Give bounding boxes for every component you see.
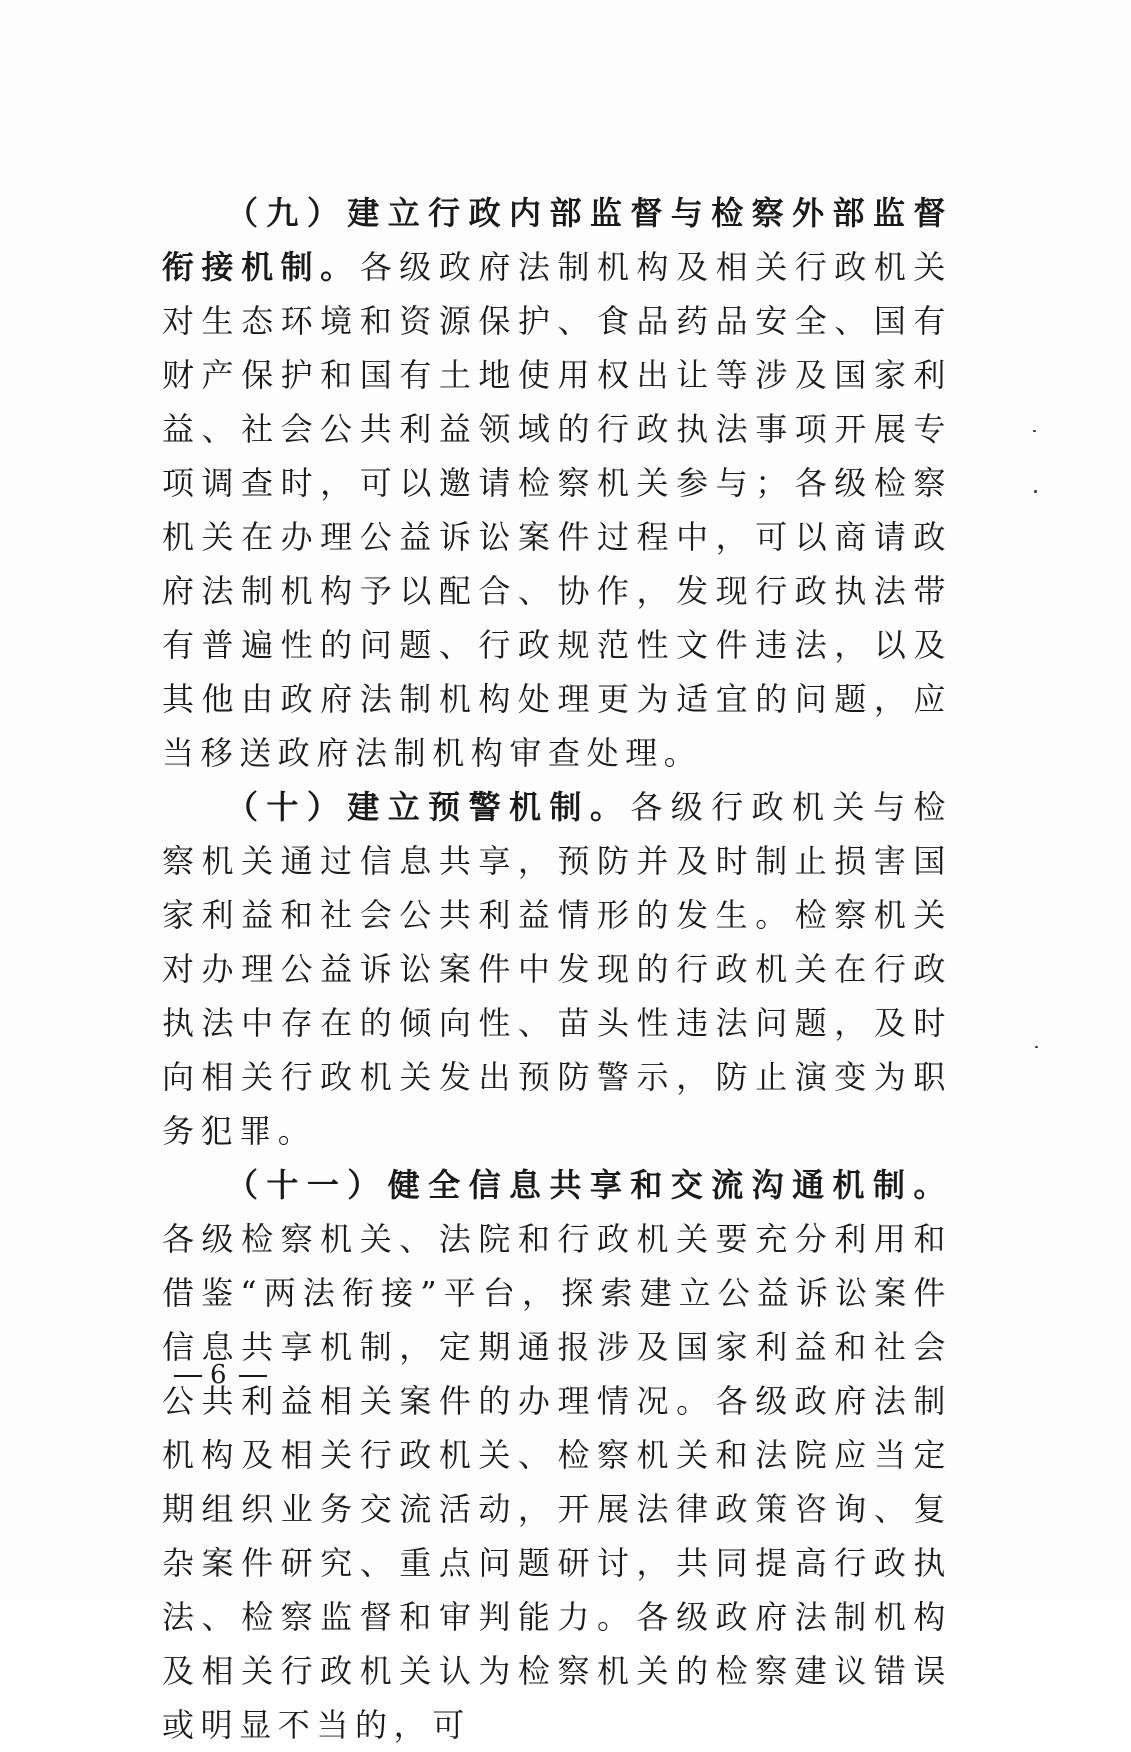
paragraph-11-heading: （十一）健全信息共享和交流沟通机制。 xyxy=(226,1166,952,1204)
document-body xyxy=(162,186,952,1752)
paragraph-10 xyxy=(162,780,952,1158)
page-number-left-dash xyxy=(174,1375,202,1377)
page-number-value: 6 xyxy=(210,1360,231,1390)
paragraph-9-body: 各级政府法制机构及相关行政机关对生态环境和资源保护、食品药品安全、国有财产保护和国有土地使用权出让等涉及国家利益、社会公共利益领域的行政执法事项开展专项调查时，可以邀请检察机关参与；各级检察机关在办理公益诉讼案件过程中，可以商请政府法制机构予以配合、协作，发现行政执法带有普遍性的问题、行政规范性文件违法，以及其他由政府法制机构处理更为适宜的问题，应当移送政府法制机构审查处理。 xyxy=(162,248,952,772)
paragraph-11-body: 各级检察机关、法院和行政机关要充分利用和借鉴“两法衔接”平台，探索建立公益诉讼案件信息共享机制，定期通报涉及国家利益和社会公共利益相关案件的办理情况。各级政府法制机构及相关行政机关、检察机关和法院应当定期组织业务交流活动，开展法律政策咨询、复杂案件研究、重点问题研讨，共同提高行政执法、检察监督和审判能力。各级政府法制机构及相关行政机关认为检察机关的检察建议错误或明显不当的，可 xyxy=(162,1220,952,1744)
scan-speck xyxy=(1033,430,1036,432)
paragraph-10-heading: （十）建立预警机制。 xyxy=(226,788,631,826)
page-number-right-dash xyxy=(239,1375,267,1377)
paragraph-9 xyxy=(162,186,952,780)
paragraph-10-body: 各级行政机关与检察机关通过信息共享，预防并及时制止损害国家利益和社会公共利益情形的发生。检察机关对办理公益诉讼案件中发现的行政机关在行政执法中存在的倾向性、苗头性违法问题，及时向相关行政机关发出预防警示，防止演变为职务犯罪。 xyxy=(162,788,952,1150)
scan-speck xyxy=(1034,490,1037,493)
paragraph-9-heading: （九）建立行政内部监督与检察外部监督衔接机制。 xyxy=(162,194,952,286)
scan-speck xyxy=(1035,1046,1038,1048)
page-number xyxy=(166,1360,275,1390)
paragraph-11 xyxy=(162,1158,952,1752)
